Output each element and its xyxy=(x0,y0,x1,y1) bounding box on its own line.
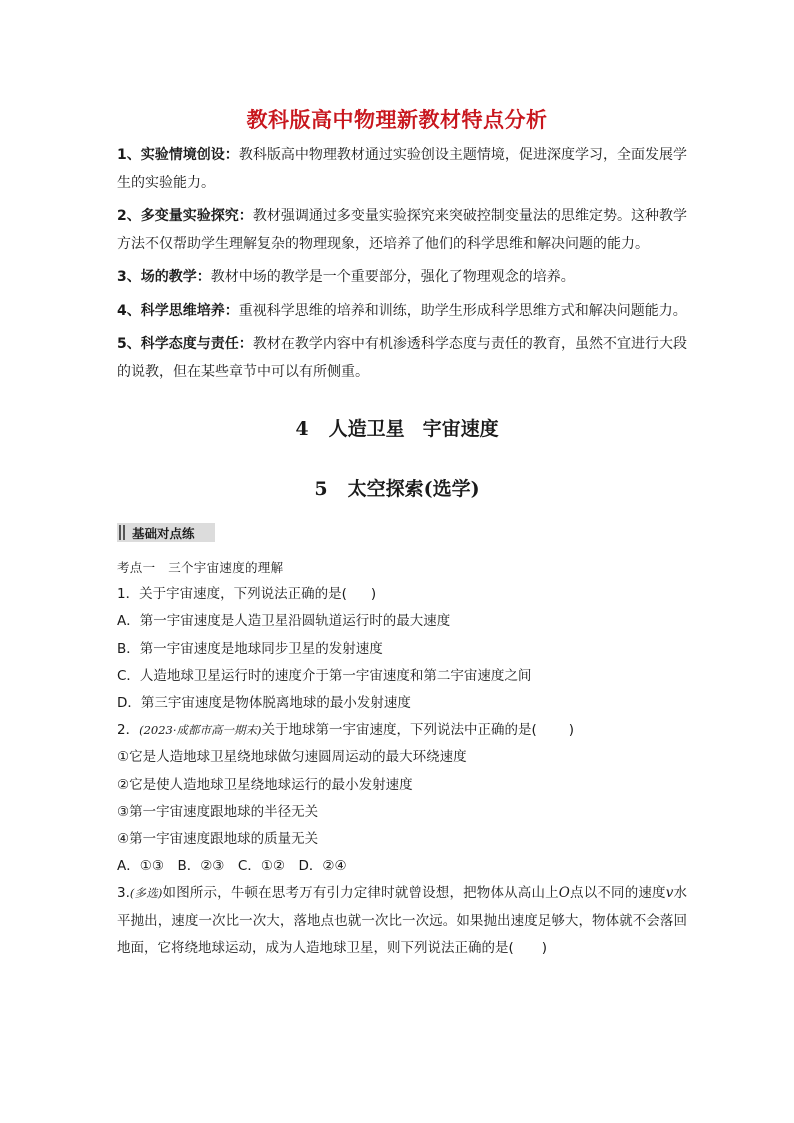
question-source: (2023·成都市高一期末) xyxy=(139,723,262,738)
q1-option-a: A．第一宇宙速度是人造卫星沿圆轨道运行时的最大速度 xyxy=(117,613,451,630)
exercise-list xyxy=(117,554,687,962)
question-tag: (多选) xyxy=(129,886,163,901)
section-number: 4 xyxy=(295,418,309,440)
question-1-stem: 1．关于宇宙速度，下列说法正确的是( ) xyxy=(117,586,377,603)
section-title-5 xyxy=(0,474,794,501)
intro-item-lead: 5、科学态度与责任： xyxy=(117,336,253,352)
intro-item-text: 教材中场的教学是一个重要部分，强化了物理观念的培养。 xyxy=(210,269,575,285)
intro-item-lead: 2、多变量实验探究： xyxy=(117,208,253,224)
q2-statement-3: ③第一宇宙速度跟地球的半径无关 xyxy=(117,803,319,820)
q1-option-c: C．人造地球卫星运行时的速度介于第一宇宙速度和第二宇宙速度之间 xyxy=(117,667,532,684)
q2-choices: A．①③ B．②③ C．①② D．②④ xyxy=(117,858,347,875)
question-2-stem: 2．(2023·成都市高一期末)关于地球第一宇宙速度，下列说法中正确的是( ) xyxy=(117,722,575,739)
bars-icon xyxy=(119,525,127,540)
question-3-stem: 3.(多选)如图所示，牛顿在思考万有引力定律时就曾设想，把物体从高山上O点以不同的速度v水平抛出，速度一次比一次大，落地点也就一次比一次远。如果抛出速度足够大，物体就不会落回地面，它将绕地球运动，成为人造地球卫星，则下列说法正确的是( ) xyxy=(117,885,688,956)
intro-item-1 xyxy=(117,142,687,197)
q2-statement-4: ④第一宇宙速度跟地球的质量无关 xyxy=(117,831,319,848)
intro-item-3 xyxy=(117,264,687,292)
intro-item-text: 教科版高中物理教材通过实验创设主题情境，促进深度学习，全面发展学生的实验能力。 xyxy=(117,147,688,191)
intro-item-lead: 3、场的教学： xyxy=(117,269,211,285)
knowledge-point: 考点一 三个宇宙速度的理解 xyxy=(117,560,284,575)
q2-statement-1: ①它是人造地球卫星绕地球做匀速圆周运动的最大环绕速度 xyxy=(117,749,467,766)
section-title-part: 人造卫星 xyxy=(328,418,405,440)
intro-item-text: 教材在教学内容中有机渗透科学态度与责任的教育，虽然不宜进行大段的说教，但在某些章节中可以有所侧重。 xyxy=(117,336,687,380)
intro-item-text: 重视科学思维的培养和训练，助学生形成科学思维方式和解决问题能力。 xyxy=(238,302,687,319)
intro-item-5 xyxy=(117,331,687,386)
q2-statement-2: ②它是使人造地球卫星绕地球运行的最小发射速度 xyxy=(117,776,413,793)
intro-item-text: 教材强调通过多变量实验探究来突破控制变量法的思维定势。这种教学方法不仅帮助学生理解复杂的物理现象，还培养了他们的科学思维和解决问题的能力。 xyxy=(117,208,687,252)
page-title: 教科版高中物理新教材特点分析 xyxy=(246,108,548,132)
section-title-part: 太空探索(选学) xyxy=(347,478,480,500)
badge-label: 基础对点练 xyxy=(132,525,195,541)
intro-item-lead: 1、实验情境创设： xyxy=(117,147,239,163)
section-title-part: 宇宙速度 xyxy=(422,418,499,440)
intro-item-2 xyxy=(117,203,687,258)
intro-item-lead: 4、科学思维培养： xyxy=(117,302,239,319)
exercise-badge xyxy=(117,523,215,542)
q1-option-b: B．第一宇宙速度是地球同步卫星的发射速度 xyxy=(117,640,383,657)
intro-item-4 xyxy=(117,298,687,326)
section-title-4 xyxy=(0,414,794,441)
section-number: 5 xyxy=(314,478,328,500)
q1-option-d: D．第三宇宙速度是物体脱离地球的最小发射速度 xyxy=(117,695,411,712)
intro-section xyxy=(117,142,687,386)
